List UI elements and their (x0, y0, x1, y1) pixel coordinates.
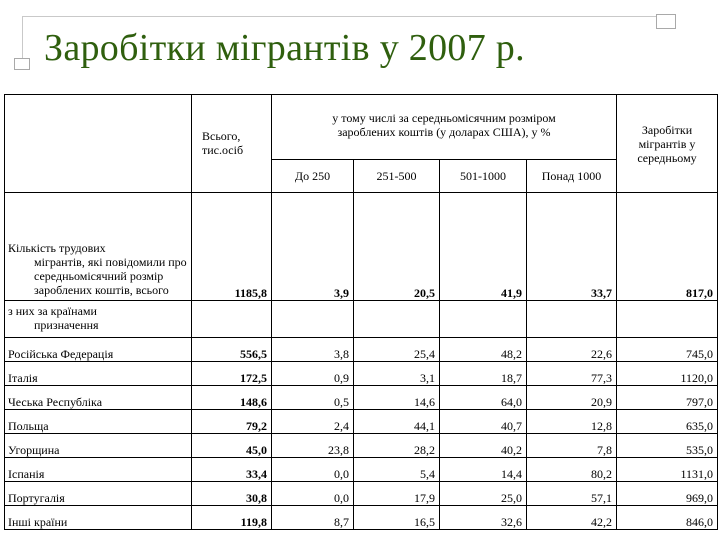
country-total: 148,6 (192, 386, 272, 410)
country-share-2: 17,9 (354, 482, 440, 506)
country-share-3: 18,7 (440, 362, 527, 386)
country-share-4: 7,8 (527, 434, 617, 458)
header-group: у тому числі за середньомісячним розміром зароблених коштів (у доларах США), у % (272, 95, 617, 160)
country-share-4: 22,6 (527, 338, 617, 362)
country-total: 45,0 (192, 434, 272, 458)
country-name: Польща (5, 410, 192, 434)
table-row (5, 362, 718, 386)
country-share-2: 3,1 (354, 362, 440, 386)
header-corner-cell (5, 95, 192, 193)
section-label-rest: призначення (34, 318, 99, 332)
summary-value-2: 20,5 (354, 193, 440, 301)
decorative-square (656, 14, 676, 29)
country-average: 745,0 (617, 338, 718, 362)
summary-value-4: 33,7 (527, 193, 617, 301)
section-label (5, 301, 192, 338)
country-share-1: 0,9 (272, 362, 354, 386)
country-average: 797,0 (617, 386, 718, 410)
country-share-3: 40,7 (440, 410, 527, 434)
country-name: Інші країни (5, 506, 192, 530)
country-total: 33,4 (192, 458, 272, 482)
country-share-4: 80,2 (527, 458, 617, 482)
country-share-2: 14,6 (354, 386, 440, 410)
country-average: 535,0 (617, 434, 718, 458)
decorative-top-line (22, 16, 676, 17)
country-share-4: 12,8 (527, 410, 617, 434)
country-share-1: 8,7 (272, 506, 354, 530)
country-share-4: 42,2 (527, 506, 617, 530)
summary-label-first: Кількість трудових (8, 241, 106, 255)
country-share-4: 77,3 (527, 362, 617, 386)
country-share-4: 20,9 (527, 386, 617, 410)
table-row (5, 458, 718, 482)
country-average: 1131,0 (617, 458, 718, 482)
table-row (5, 386, 718, 410)
country-share-1: 3,8 (272, 338, 354, 362)
country-share-1: 23,8 (272, 434, 354, 458)
table-row (5, 506, 718, 530)
country-name: Португалія (5, 482, 192, 506)
country-total: 172,5 (192, 362, 272, 386)
country-share-1: 0,5 (272, 386, 354, 410)
section-row (5, 301, 718, 338)
summary-total: 1185,8 (192, 193, 272, 301)
header-range-1: До 250 (272, 160, 354, 193)
country-share-3: 48,2 (440, 338, 527, 362)
country-total: 79,2 (192, 410, 272, 434)
country-name: Іспанія (5, 458, 192, 482)
migrant-earnings-table (4, 94, 718, 530)
country-share-2: 28,2 (354, 434, 440, 458)
country-average: 635,0 (617, 410, 718, 434)
summary-value-3: 41,9 (440, 193, 527, 301)
summary-average: 817,0 (617, 193, 718, 301)
country-share-1: 0,0 (272, 458, 354, 482)
country-share-2: 16,5 (354, 506, 440, 530)
summary-label (5, 193, 192, 301)
country-share-2: 5,4 (354, 458, 440, 482)
country-name: Угорщина (5, 434, 192, 458)
summary-label-rest: мігрантів, які повідомили про середньомісячний розмір зароблених коштів, всього (34, 255, 187, 297)
country-share-1: 0,0 (272, 482, 354, 506)
header-range-3: 501-1000 (440, 160, 527, 193)
country-average: 846,0 (617, 506, 718, 530)
summary-row (5, 193, 718, 301)
table-row (5, 434, 718, 458)
country-share-3: 25,0 (440, 482, 527, 506)
country-total: 30,8 (192, 482, 272, 506)
country-share-2: 25,4 (354, 338, 440, 362)
table-row (5, 338, 718, 362)
country-share-2: 44,1 (354, 410, 440, 434)
header-total: Всього, тис.осіб (192, 95, 272, 193)
country-share-1: 2,4 (272, 410, 354, 434)
header-range-4: Понад 1000 (527, 160, 617, 193)
country-rows (5, 338, 718, 530)
country-average: 969,0 (617, 482, 718, 506)
country-total: 119,8 (192, 506, 272, 530)
country-share-3: 40,2 (440, 434, 527, 458)
country-average: 1120,0 (617, 362, 718, 386)
country-share-4: 57,1 (527, 482, 617, 506)
country-share-3: 64,0 (440, 386, 527, 410)
country-share-3: 14,4 (440, 458, 527, 482)
section-label-first: з них за країнами (8, 304, 97, 318)
header-range-2: 251-500 (354, 160, 440, 193)
table-row (5, 410, 718, 434)
country-total: 556,5 (192, 338, 272, 362)
header-average: Заробітки мігрантів у середньому (617, 95, 718, 193)
decorative-square-left (14, 58, 30, 70)
country-name: Італія (5, 362, 192, 386)
page-title: Заробітки мігрантів у 2007 р. (44, 27, 525, 69)
table-row (5, 482, 718, 506)
country-name: Чеська Республіка (5, 386, 192, 410)
header-row-1 (5, 95, 718, 160)
summary-value-1: 3,9 (272, 193, 354, 301)
country-name: Російська Федерація (5, 338, 192, 362)
country-share-3: 32,6 (440, 506, 527, 530)
